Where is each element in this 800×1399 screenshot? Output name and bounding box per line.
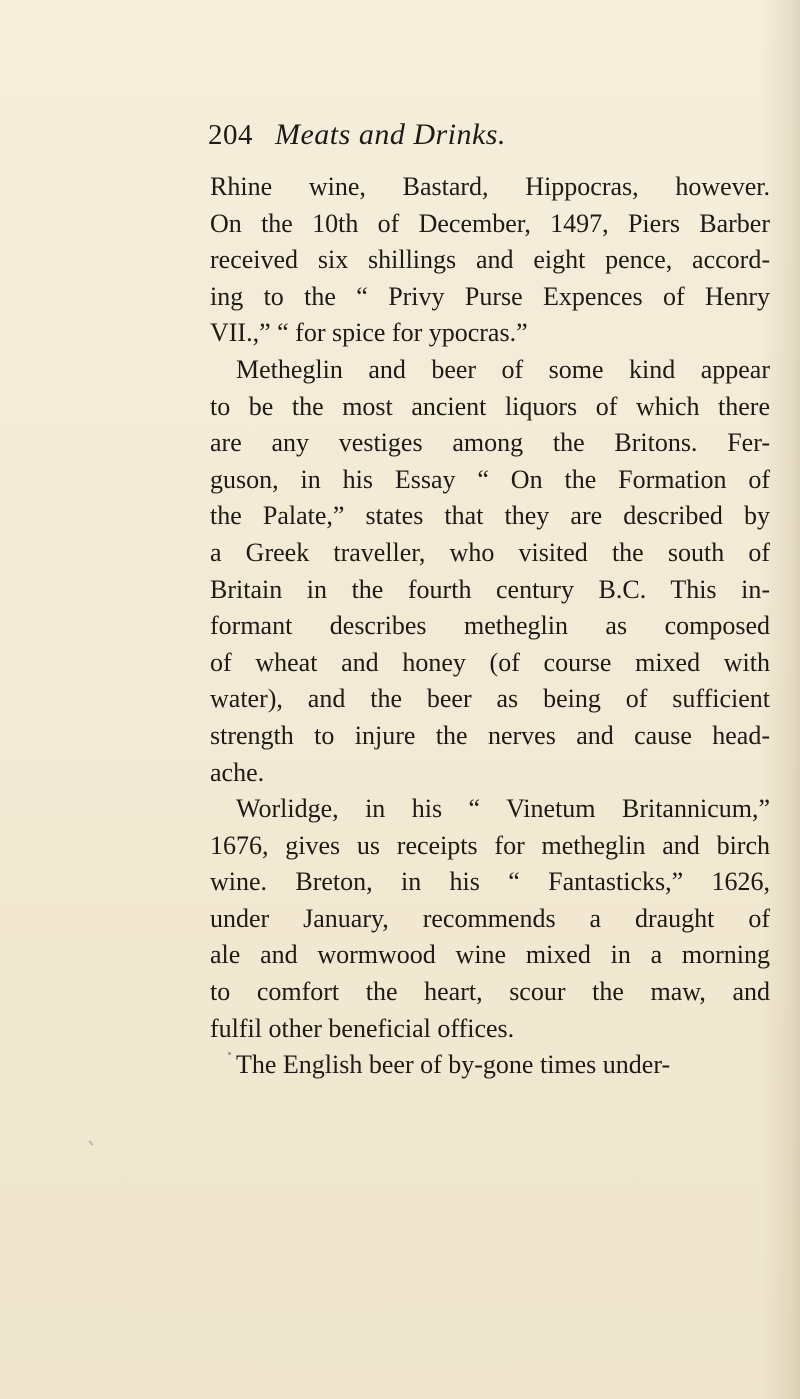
text-line: ale and wormwood wine mixed in a morning	[210, 940, 770, 970]
text-line: to be the most ancient liquors of which there	[210, 391, 770, 421]
text-line: ing to the “ Privy Purse Expences of Henry	[210, 281, 770, 311]
text-line: to comfort the heart, scour the maw, and	[210, 977, 770, 1007]
body-text	[210, 169, 770, 1084]
text-line: water), and the beer as being of sufficient	[210, 684, 770, 714]
text-line: received six shillings and eight pence, accord-	[210, 245, 770, 275]
text-line: Worlidge, in his “ Vinetum Britannicum,”	[236, 794, 770, 824]
text-line: On the 10th of December, 1497, Piers Barber	[210, 208, 770, 238]
text-line: Britain in the fourth century B.C. This in-	[210, 574, 770, 604]
text-line: the Palate,” states that they are described by	[210, 501, 770, 531]
text-line: The English beer of by-gone times under-	[236, 1050, 671, 1080]
text-line: Metheglin and beer of some kind appear	[236, 354, 770, 384]
text-line: Rhine wine, Bastard, Hippocras, however.	[210, 172, 770, 201]
text-line: formant describes metheglin as composed	[210, 611, 770, 641]
text-line: fulfil other beneficial offices.	[210, 1013, 515, 1043]
paper-speck	[88, 1140, 93, 1146]
page-header	[208, 118, 768, 158]
running-title: Meats and Drinks.	[275, 118, 506, 151]
text-line: wine. Breton, in his “ Fantasticks,” 1626,	[210, 867, 770, 897]
text-line: ache.	[210, 757, 265, 787]
text-line: strength to injure the nerves and cause head-	[210, 720, 770, 750]
text-line: 1676, gives us receipts for metheglin and birch	[210, 830, 770, 860]
text-line: a Greek traveller, who visited the south of	[210, 537, 770, 567]
page-number: 204	[208, 119, 253, 151]
text-line: are any vestiges among the Britons. Fer-	[210, 428, 770, 458]
text-line: VII.,” “ for spice for ypocras.”	[210, 318, 528, 348]
text-line: under January, recommends a draught of	[210, 903, 770, 933]
text-line: of wheat and honey (of course mixed with	[210, 647, 770, 677]
text-line: guson, in his Essay “ On the Formation of	[210, 464, 770, 494]
paper-speck	[228, 1052, 231, 1055]
